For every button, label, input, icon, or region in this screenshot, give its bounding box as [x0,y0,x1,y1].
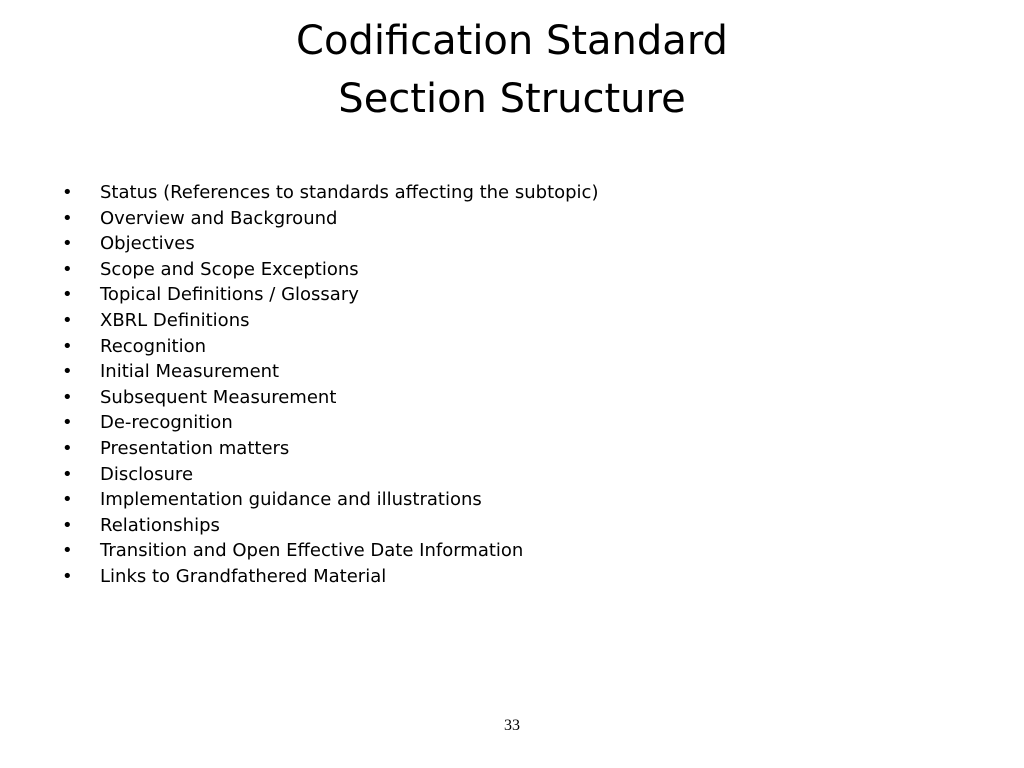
bullet-text: Status (References to standards affecting the subtopic) [100,182,599,203]
bullet-text: Links to Grandfathered Material [100,565,387,587]
bullet-text: Relationships [100,514,220,536]
bullet-icon: • [62,412,73,434]
bullet-icon: • [62,540,73,562]
bullet-text: XBRL Definitions [100,309,250,331]
bullet-text: Topical Definitions / Glossary [100,284,359,306]
bullet-icon: • [62,565,73,587]
bullet-icon: • [62,233,73,255]
slide-title-line-2: Section Structure [338,76,686,122]
bullet-text: Objectives [100,233,195,255]
bullet-icon: • [62,335,73,357]
bullet-text: Recognition [100,335,206,357]
bullet-icon: • [62,284,73,306]
bullet-text: Implementation guidance and illustrations [100,489,482,511]
bullet-icon: • [62,207,73,229]
bullet-text: De-recognition [100,412,233,434]
bullet-text: Disclosure [100,463,194,485]
bullet-icon: • [62,258,73,280]
bullet-icon: • [62,386,73,408]
page-number: 33 [504,717,520,734]
bullet-text: Initial Measurement [100,361,280,383]
bullet-icon: • [62,309,73,331]
bullet-text: Subsequent Measurement [100,386,337,408]
slide-title-line-1: Codification Standard [296,18,728,64]
bullet-text: Presentation matters [100,437,290,459]
bullet-icon: • [62,463,73,485]
bullet-text: Overview and Background [100,207,338,229]
slide-title [0,12,1024,128]
bullet-text: Scope and Scope Exceptions [100,258,359,280]
bullet-icon: • [62,514,73,536]
bullet-icon: • [62,489,73,511]
bullet-icon: • [62,182,73,203]
bullet-icon: • [62,437,73,459]
bullet-icon: • [62,361,73,383]
bullet-text: Transition and Open Effective Date Information [100,540,524,562]
